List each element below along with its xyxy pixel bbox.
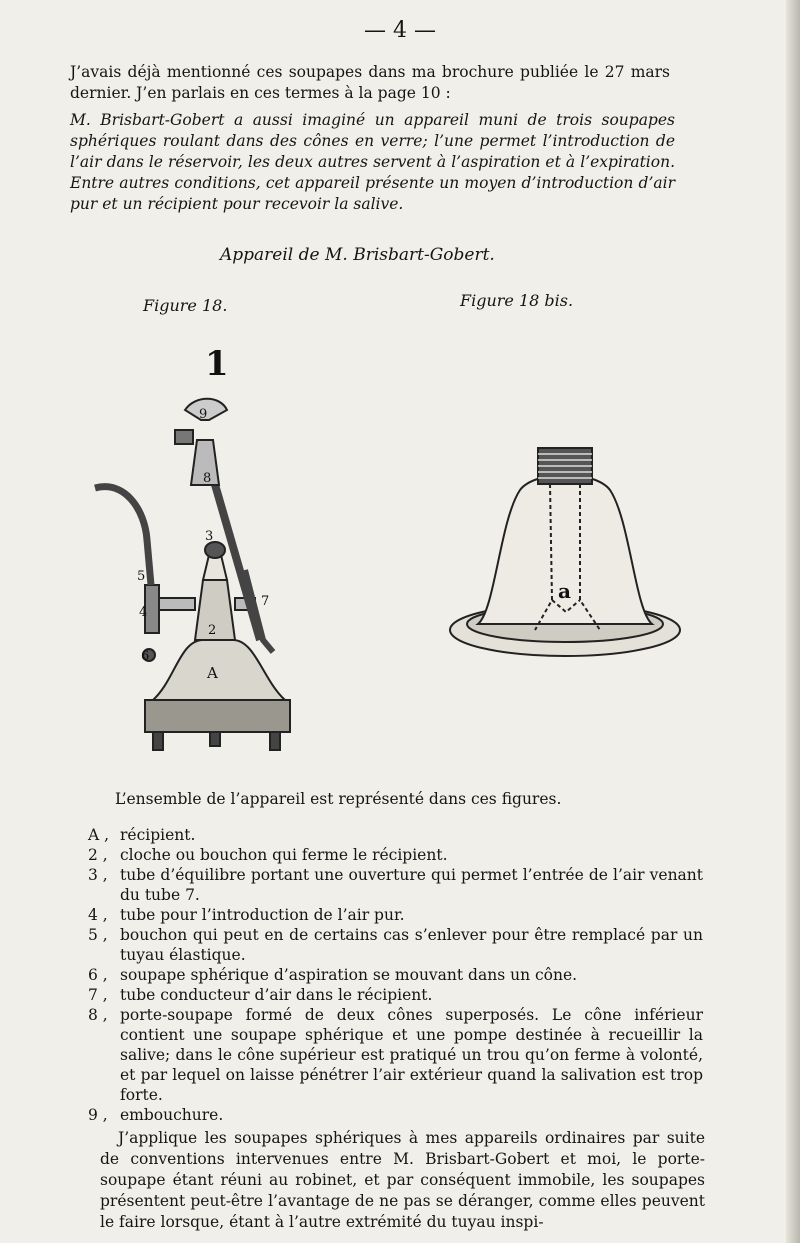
bell-cone-illustration: [440, 440, 690, 670]
legend-item: [88, 965, 703, 985]
label-6: 6: [141, 649, 150, 664]
label-8: 8: [203, 471, 212, 486]
page-number: — 4 —: [364, 18, 436, 43]
legend-item: [88, 845, 703, 865]
legend-item: [88, 985, 703, 1005]
legend-key: 7 ,: [88, 986, 108, 1004]
legend-key: 6 ,: [88, 966, 108, 984]
label-2: 2: [208, 623, 217, 638]
label-7: 7: [261, 594, 270, 609]
page-edge-shadow: [786, 0, 800, 1243]
legend-item: [88, 925, 703, 965]
figure-title: Appareil de M. Brisbart-Gobert.: [220, 245, 495, 265]
figure-18-bis-caption: Figure 18 bis.: [460, 291, 574, 310]
label-A: A: [207, 664, 218, 682]
label-3: 3: [205, 529, 214, 544]
label-9: 9: [199, 407, 208, 422]
legend-item: [88, 825, 703, 845]
legend-list: [88, 825, 703, 1125]
label-5: 5: [137, 569, 146, 584]
apparatus-illustration: [85, 340, 305, 760]
legend-key: A ,: [88, 826, 110, 844]
legend-key: 8 ,: [88, 1006, 108, 1024]
legend-key: 3 ,: [88, 866, 108, 884]
legend-text: tube pour l’introduction de l’air pur.: [120, 906, 405, 924]
label-4: 4: [139, 605, 148, 620]
legend-item: [88, 1005, 703, 1105]
legend-text: soupape sphérique d’aspiration se mouvant dans un cône.: [120, 966, 578, 984]
legend-text: tube conducteur d’air dans le récipient.: [120, 986, 433, 1004]
legend-text: récipient.: [120, 826, 196, 844]
quoted-passage: M. Brisbart-Gobert a aussi imaginé un appareil muni de trois soupapes sphériques roulant dans des cônes en verre; l’une permet l’introduction de l’air dans le réservoir, les deux autres servent à l’aspiration et à l’expiration. Entre autres conditions, cet appareil présente un moyen d’introduction d’air pur et un récipient pour recevoir la salive.: [70, 111, 675, 213]
closing-paragraph: J’applique les soupapes sphériques à mes appareils ordinaires par suite de conventions intervenues entre M. Brisbart-Gobert et moi, le porte-soupape étant réuni au robinet, et par conséquent immobile, les soupapes présentent peut-être l’avantage de ne pas se déranger, comme elles peuvent le faire lorsque, étant à l’autre extrémité du tuyau inspi-: [100, 1129, 705, 1231]
legend-text: cloche ou bouchon qui ferme le récipient.: [120, 846, 448, 864]
legend-key: 9 ,: [88, 1106, 108, 1124]
legend-text: porte-soupape formé de deux cônes superposés. Le cône inférieur contient une soupape sphérique et une pompe destinée à recueillir la salive; dans le cône supérieur est pratiqué un trou qu’on ferme à volonté, et par lequel on laisse pénétrer l’air extérieur quand la salivation est trop forte.: [120, 1006, 703, 1104]
legend-text: bouchon qui peut en de certains cas s’enlever pour être remplacé par un tuyau élastique.: [120, 926, 703, 964]
figure-number-1: 1: [205, 344, 229, 384]
legend-text: tube d’équilibre portant une ouverture qui permet l’entrée de l’air venant du tube 7.: [120, 866, 703, 904]
legend-key: 5 ,: [88, 926, 108, 944]
legend-intro: L’ensemble de l’appareil est représenté dans ces figures.: [115, 790, 562, 808]
intro-paragraph: J’avais déjà mentionné ces soupapes dans ma brochure publiée le 27 mars dernier. J’en parlais en ces termes à la page 10 :: [70, 63, 670, 102]
legend-key: 4 ,: [88, 906, 108, 924]
legend-item: [88, 1105, 703, 1125]
legend-item: [88, 865, 703, 905]
legend-item: [88, 905, 703, 925]
legend-text: embouchure.: [120, 1106, 224, 1124]
label-a: a: [558, 579, 571, 603]
figure-18-caption: Figure 18.: [143, 296, 228, 315]
legend-key: 2 ,: [88, 846, 108, 864]
